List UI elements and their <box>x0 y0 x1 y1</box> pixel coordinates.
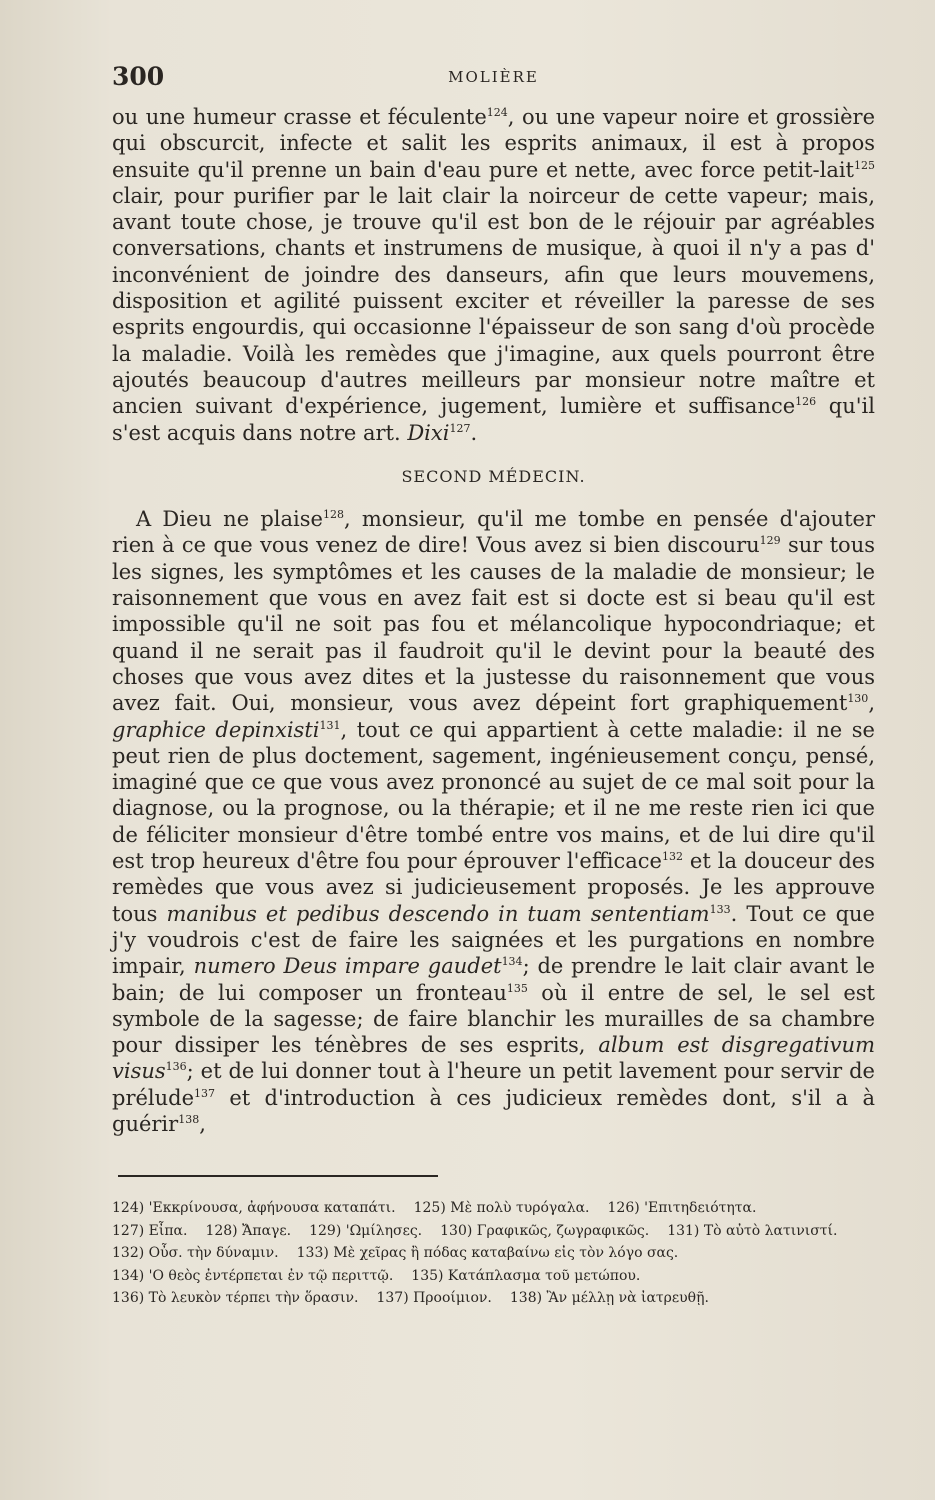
text-run: . <box>470 420 478 445</box>
page-number: 300 <box>112 62 165 91</box>
footnote: 133) Μὲ χεῖρας ἢ πόδας καταβαίνω εἰς τὸν λόγο σας. <box>296 1245 679 1262</box>
footnote: 131) Τὸ αὐτὸ λατινιστί. <box>667 1222 838 1239</box>
footnote-ref: 125 <box>854 158 875 172</box>
latin-quote: album est disgregativum visus <box>112 1033 875 1084</box>
main-text <box>112 104 875 1137</box>
footnote-divider <box>118 1175 438 1177</box>
text-run: , monsieur, qu'il me tombe en pensée d'ajouter rien à ce que vous venez de dire! Vous avez si bien discouru <box>112 507 875 558</box>
text-run: , ou une vapeur noire et grossière qui obscurcit, infecte et salit les esprits animaux, il est à propos ensuite qu'il prenne un bain d'eau pure et nette, avec force petit-lait <box>112 105 876 182</box>
text-run: sur tous les signes, les symptômes et les causes de la maladie de monsieur; le raisonnement que vous en avez fait est si docte est si beau qu'il est impossible qu'il ne soit pas fou et mélancolique hypocondriaque; et quand il ne serait pas il faudroit qu'il le devint pour la beauté des choses que vous avez dites et la justesse du raisonnement que vous avez fait. Oui, monsieur, vous avez dépeint fort graphiquement <box>112 533 875 716</box>
footnote: 124) 'Εκκρίνουσα, ἀφήνουσα καταπάτι. <box>112 1200 396 1217</box>
footnote-ref: 137 <box>194 1086 216 1100</box>
footnote-line-4 <box>112 1265 875 1288</box>
text-run: , <box>868 691 875 716</box>
text-run: ; et de lui donner tout à l'heure un petit lavement pour servir de prélude <box>112 1059 875 1110</box>
footnote: 134) 'Ο θεὸς ἐντέρπεται ἐν τῷ περιττῷ. <box>112 1267 394 1284</box>
text-run: qu'il s'est acquis dans notre art. <box>112 394 875 445</box>
footnote-ref: 135 <box>506 981 528 995</box>
footnote-line-2 <box>112 1220 875 1243</box>
paragraph-1 <box>112 104 875 446</box>
footnote-ref: 134 <box>501 955 523 969</box>
footnote: 128) Ἄπαγε. <box>205 1222 292 1239</box>
latin-quote: numero Deus impare gaudet <box>193 954 502 979</box>
latin-quote: Dixi <box>407 420 450 445</box>
footnote: 136) Τὸ λευκὸν τέρπει τὴν ὅρασιν. <box>112 1290 359 1307</box>
footnote-line-1 <box>112 1197 875 1220</box>
speaker-heading: SECOND MÉDECIN. <box>401 466 586 486</box>
footnote-ref: 132 <box>661 850 683 864</box>
footnote: 138) Ἂν μέλλῃ νὰ ἰατρευθῇ. <box>509 1290 709 1307</box>
footnote: 126) 'Επιτηδειότητα. <box>607 1200 757 1217</box>
latin-quote: graphice depinxisti <box>112 717 320 742</box>
footnote-ref: 133 <box>709 902 731 916</box>
running-head: MOLIÈRE <box>448 68 539 86</box>
footnote-ref: 128 <box>322 508 344 522</box>
text-run: , <box>199 1111 206 1136</box>
footnote: 137) Προοίμιον. <box>376 1290 492 1307</box>
footnote-line-5 <box>112 1287 875 1310</box>
footnote-ref: 126 <box>795 395 817 409</box>
text-run: . Tout ce que j'y voudrois c'est de faire les saignées et les purgations en nombre impair, <box>112 901 875 979</box>
page-header <box>112 58 875 104</box>
footnote: 129) 'Ωμίλησες. <box>309 1222 423 1239</box>
text-run: ou une humeur crasse et féculente <box>112 105 487 129</box>
footnote-ref: 136 <box>165 1060 187 1074</box>
footnote-ref: 124 <box>486 106 508 119</box>
footnote: 125) Μὲ πολὺ τυρόγαλα. <box>413 1200 590 1217</box>
text-run: , tout ce qui appartient à cette maladie: il ne se peut rien de plus doctement, sagement, ingénieusement conçu, pensé, imaginé que ce que vous avez prononcé au sujet de ce mal soit pour la diagnose, ou la prognose, ou la thérapie; et il ne me reste rien ici que de féliciter monsieur d'être tombé entre vos mains, et de lui dire qu'il est trop heureux d'être fou pour éprouver l'efficace <box>112 717 875 874</box>
footnote: 127) Εἶπα. <box>112 1222 188 1239</box>
footnote-ref: 129 <box>759 534 781 548</box>
footnotes <box>112 1197 875 1310</box>
text-run: A Dieu ne plaise <box>136 507 323 532</box>
text-run: où il entre de sel, le sel est symbole de la sagesse; de faire blanchir les murailles de sa chambre pour dissiper les ténèbres de ses esprits, <box>112 980 875 1058</box>
latin-quote: manibus et pedibus descendo in tuam sententiam <box>166 901 710 926</box>
text-run: et d'introduction à ces judicieux remèdes dont, s'il a à guérir <box>112 1085 875 1136</box>
footnote-ref: 131 <box>319 718 341 732</box>
footnote-ref: 130 <box>847 692 869 706</box>
footnote: 132) Οὖσ. τὴν δύναμιν. <box>112 1245 279 1262</box>
footnote-line-3 <box>112 1242 875 1265</box>
footnote-ref: 127 <box>449 421 471 435</box>
footnote: 130) Γραφικῶς, ζωγραφικῶς. <box>440 1222 650 1239</box>
footnote-ref: 138 <box>178 1112 200 1126</box>
text-run: clair, pour purifier par le lait clair la noirceur de cette vapeur; mais, avant toute chose, je trouve qu'il est bon de le réjouir par agréables conversations, chants et instrumens de musique, à quoi il n'y a pas d' inconvénient de joindre des danseurs, afin que leurs mouvemens, disposition et agilité puissent exciter et réveiller la paresse de ses esprits engourdis, qui occasionne l'épaisseur de son sang d'où procède la maladie. Voilà les remèdes que j'imagine, aux quels pourront être ajoutés beaucoup d'autres meilleurs par monsieur notre maître et ancien suivant d'expérience, jugement, lumière et suffisance <box>112 183 875 419</box>
paragraph-2 <box>112 506 875 1137</box>
footnote: 135) Κατάπλασμα τοῦ μετώπου. <box>411 1267 641 1284</box>
text-run: ; de prendre le lait clair avant le bain; de lui composer un fronteau <box>112 954 875 1005</box>
text-run: et la douceur des remèdes que vous avez si judicieusement proposés. Je les approuve tous <box>112 849 875 926</box>
